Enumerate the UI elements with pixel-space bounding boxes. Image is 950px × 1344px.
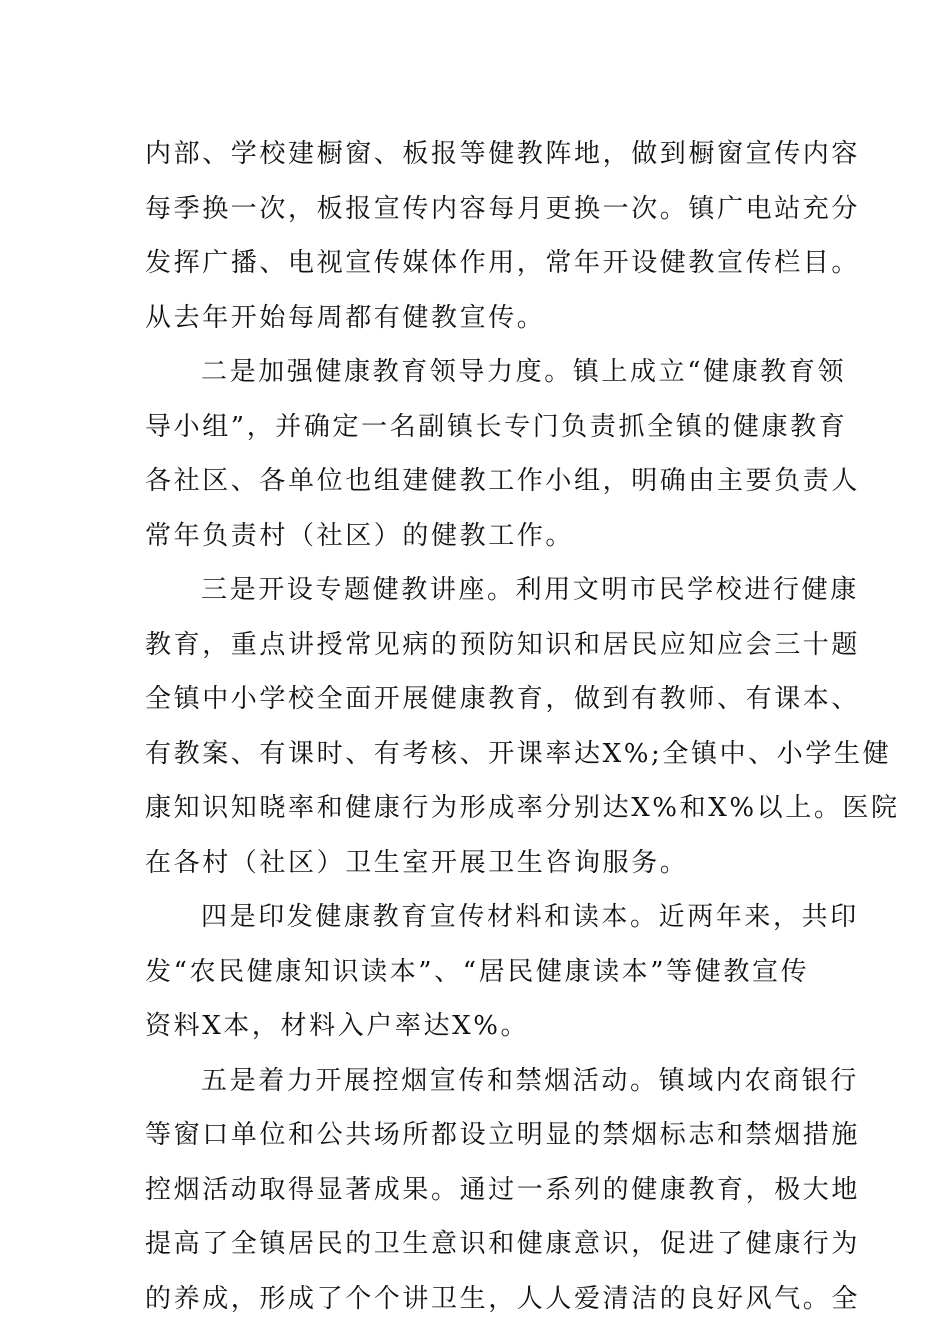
text-line: 各社区、各单位也组建健教工作小组，明确由主要负责人: [145, 466, 861, 496]
text-line: 导小组”，并确定一名副镇长专门负责抓全镇的健康教育: [145, 411, 848, 442]
text-line: 教育，重点讲授常见病的预防知识和居民应知应会三十题: [145, 629, 861, 660]
text-line: 康知识知晓率和健康行为形成率分别达X%和X%以上。医院: [145, 793, 900, 823]
text-line: 控烟活动取得显著成果。通过一系列的健康教育，极大地: [145, 1174, 861, 1205]
text-line: 内部、学校建橱窗、板报等健教阵地，做到橱窗宣传内容: [145, 139, 861, 169]
text-line: 每季换一次，板报宣传内容每月更换一次。镇广电站充分: [145, 193, 861, 224]
text-line: 有教案、有课时、有考核、开课率达X%;全镇中、小学生健: [145, 738, 892, 769]
text-line: 资料X本，材料入户率达X%。: [145, 1011, 530, 1041]
text-line: 从去年开始每周都有健教宣传。: [145, 302, 546, 333]
document-body: [145, 127, 900, 1326]
paragraph-start-line: 二是加强健康教育领导力度。镇上成立“健康教育领: [201, 357, 847, 387]
paragraph-start-line: 四是印发健康教育宣传材料和读本。近两年来，共印: [201, 902, 859, 932]
text-line: 的养成，形成了个个讲卫生，人人爱清洁的良好风气。全: [145, 1283, 861, 1314]
text-line: 提高了全镇居民的卫生意识和健康意识，促进了健康行为: [145, 1229, 861, 1259]
paragraph-start-line: 三是开设专题健教讲座。利用文明市民学校进行健康: [201, 575, 859, 605]
paragraph-start-line: 五是着力开展控烟宣传和禁烟活动。镇域内农商银行: [201, 1065, 859, 1096]
text-line: 等窗口单位和公共场所都设立明显的禁烟标志和禁烟措施: [145, 1120, 861, 1150]
text-line: 常年负责村（社区）的健教工作。: [145, 520, 575, 551]
text-line: 全镇中小学校全面开展健康教育，做到有教师、有课本、: [145, 684, 861, 714]
text-line: 在各村（社区）卫生室开展卫生咨询服务。: [145, 847, 689, 878]
text-line: 发挥广播、电视宣传媒体作用，常年开设健教宣传栏目。: [145, 248, 861, 278]
text-line: 发“农民健康知识读本”、“居民健康读本”等健教宣传: [145, 956, 810, 987]
